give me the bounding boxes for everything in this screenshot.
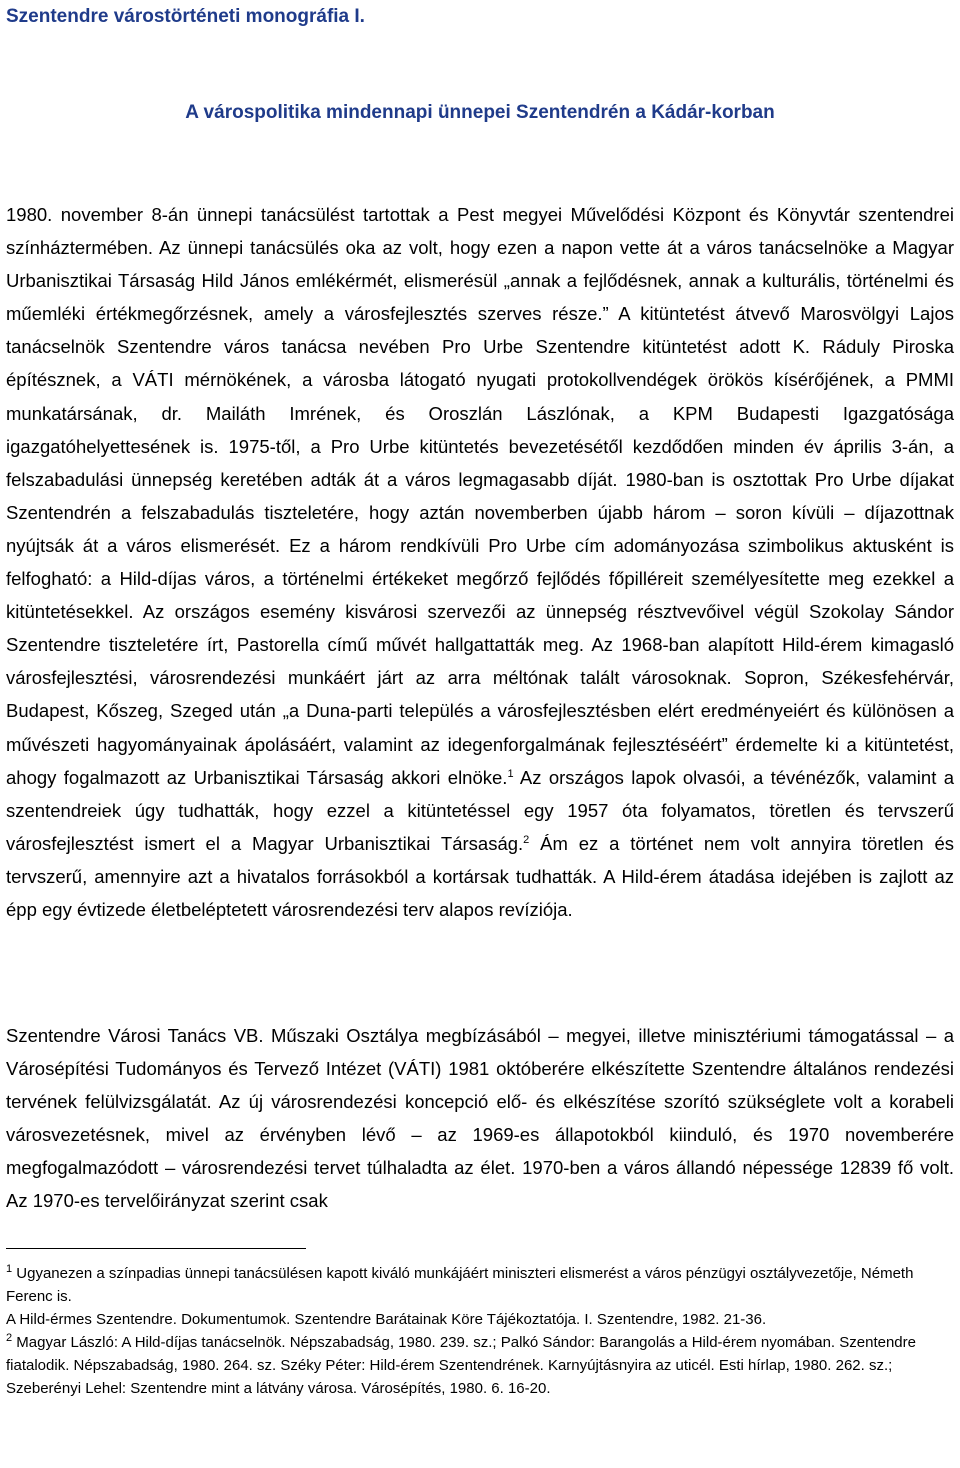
- footnote-ref-1[interactable]: 1: [507, 767, 514, 780]
- footnote-1-text: Ugyanezen a színpadias ünnepi tanácsülésen kapott kiváló munkájáért miniszteri elismerést a város pénzügyi osztályvezetője, Németh Ferenc is.: [6, 1265, 914, 1305]
- running-header: Szentendre várostörténeti monográfia I.: [6, 6, 365, 27]
- footnote-2: [6, 1331, 954, 1400]
- paragraph-1-text-b: Az országos lapok olvasói, a tévénézők, valamint a szentendreiek úgy tudhatták, hogy ezzel a kitüntetéssel egy 1957 óta folyamatos, töretlen és tervszerű városfejlesztést ismert el a Magyar Urbanisztikai Társaság.: [6, 766, 954, 854]
- body-paragraph-2: [6, 1019, 954, 1218]
- footnote-1-source: A Hild-érmes Szentendre. Dokumentumok. Szentendre Barátainak Köre Tájékoztatója. I. Szentendre, 1982. 21-36.: [6, 1311, 767, 1328]
- article-title: A várospolitika mindennapi ünnepei Szentendrén a Kádár-korban: [185, 102, 775, 123]
- paragraph-1-text-c: Ám ez a történet nem volt annyira töretlen és tervszerű, amennyire azt a hivatalos forrásokból a kortársak tudhatták. A Hild-érem átadása idejében is zajlott az épp egy évtizede életbeléptetett városrendezési terv alapos revíziója.: [6, 832, 954, 920]
- paragraph-2-text: Szentendre Városi Tanács VB. Műszaki Osztálya megbízásából – megyei, illetve minisztériumi támogatással – a Városépítési Tudományos és Tervező Intézet (VÁTI) 1981 októberére elkészítette Szentendre általános rendezési tervének felülvizsgálatát. Az új városrendezési koncepció elő- és elkészítése szorító szükséglete volt a korabeli városvezetésnek, mivel az érvényben lévő – az 1969-es állapotokból kiinduló, és 1970 novemberére megfogalmazódott – városrendezési tervet túlhaladta az élet. 1970-ben a város állandó népessége 12839 fő volt. Az 1970-es tervelőirányzat szerint csak: [6, 1025, 954, 1212]
- footnote-1: [6, 1262, 954, 1308]
- footnote-separator: [6, 1248, 306, 1249]
- footnotes: [6, 1262, 954, 1400]
- body-paragraph-1: [6, 198, 954, 926]
- footnote-2-text: Magyar László: A Hild-díjas tanácselnök. Népszabadság, 1980. 239. sz.; Palkó Sándor: Barangolás a Hild-érem nyomában. Szentendre fiatalodik. Népszabadság, 1980. 264. sz. Széky Péter: Hild-érem Szentendrének. Karnyújtásnyira az uticél. Esti hírlap, 1980. 262. sz.; Szeberényi Lehel: Szentendre mint a látvány városa. Városépítés, 1980. 6. 16-20.: [6, 1334, 916, 1397]
- footnote-ref-2[interactable]: 2: [523, 833, 530, 846]
- paragraph-1-text-a: 1980. november 8-án ünnepi tanácsülést tartottak a Pest megyei Művelődési Központ és Könyvtár szentendrei színháztermében. Az ünnepi tanácsülés oka az volt, hogy ezen a napon vette át a város tanácselnöke a Magyar Urbanisztikai Társaság Hild János emlékérmét, elismerésül „annak a fejlődésnek, annak a kulturális, történelmi és műemléki értékmegőrzésnek, amely a városfejlesztés szerves része.” A kitüntetést átvevő Marosvölgyi Lajos tanácselnök Szentendre város tanácsa nevében Pro Urbe Szentendre kitüntetést adott K. Ráduly Piroska építésznek, a VÁTI mérnökének, a városba látogató nyugati protokollvendégek örökös kísérőjének, a PMMI munkatársának, dr. Mailáth Imrének, és Oroszlán Lászlónak, a KPM Budapesti Igazgatósága igazgatóhelyettesének is. 1975-től, a Pro Urbe kitüntetés bevezetésétől kezdődően minden év április 3-án, a felszabadulási ünnepség keretében adták át a város legmagasabb díját. 1980-ban is osztottak Pro Urbe díjakat Szentendrén a felszabadulás tiszteletére, hogy aztán novemberben újabb három – soron kívüli – díjazottnak nyújtsák át a város elismerését. Ez a három rendkívüli Pro Urbe cím adományozása szimbolikus aktusként is felfogható: a Hild-díjas város, a történelmi értékeket megőrző fejlődés főpilléreit személyesítette meg ezekkel a kitüntetésekkel. Az országos esemény kisvárosi szervezői az ünnepség résztvevőivel végül Szokolay Sándor Szentendre tiszteletére írt, Pastorella című művét hallgattatták meg. Az 1968-ban alapított Hild-érem kimagasló városfejlesztési, városrendezési munkáért járt az arra méltónak talált városoknak. Sopron, Székesfehérvár, Budapest, Kőszeg, Szeged után „a Duna-parti település a városfejlesztésben elért eredményeiért és különösen a művészeti hagyományainak ápolásáért, valamint az idegenforgalmának fejlesztéséért” érdemelte ki a kitüntetést, ahogy fogalmazott az Urbanisztikai Társaság akkori elnöke.: [6, 204, 954, 788]
- footnote-1-mark: 1: [6, 1263, 13, 1275]
- footnote-2-mark: 2: [6, 1332, 13, 1344]
